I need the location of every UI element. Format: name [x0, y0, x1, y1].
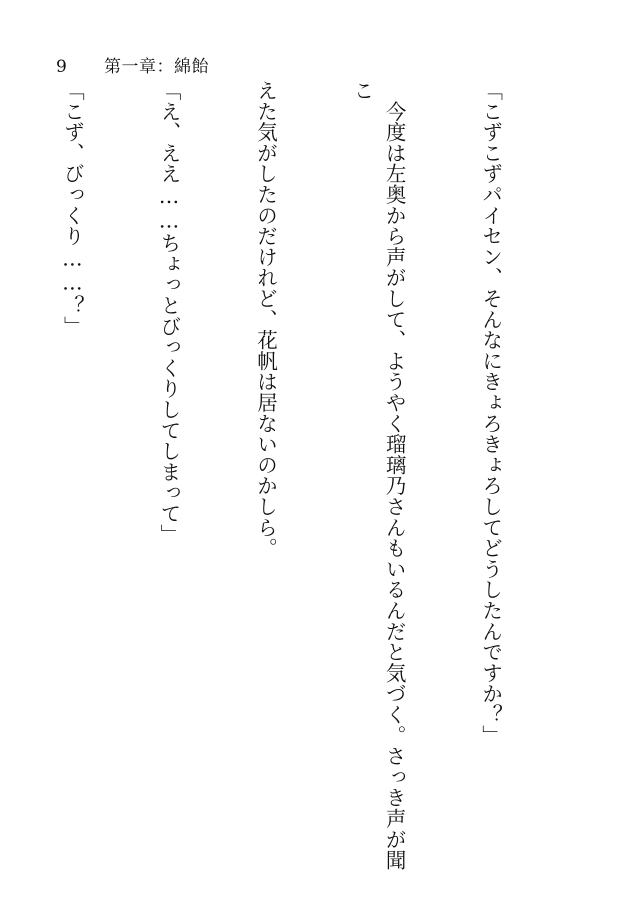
- vertical-body-text: [51, 80, 571, 876]
- text-line: 今度は左奥から声がして、ようやく瑠璃乃さんもいるんだと気づく。さっき声が聞こ: [349, 80, 407, 871]
- text-line: えた気がしたのだけれど、花帆は居ないのかしら。: [253, 80, 278, 559]
- page-header: [56, 52, 209, 77]
- text-line: 「こず、びっくり……？」: [60, 80, 85, 337]
- text-line: 「こずこずパイセン、そんなにきょろきょろしてどうしたんですか？」: [478, 80, 503, 746]
- chapter-title: 第一章：綿飴: [104, 57, 209, 77]
- page-number: 9: [56, 57, 68, 77]
- text-line: 「え、ええ……ちょっとびっくりしてしまって」: [156, 80, 181, 545]
